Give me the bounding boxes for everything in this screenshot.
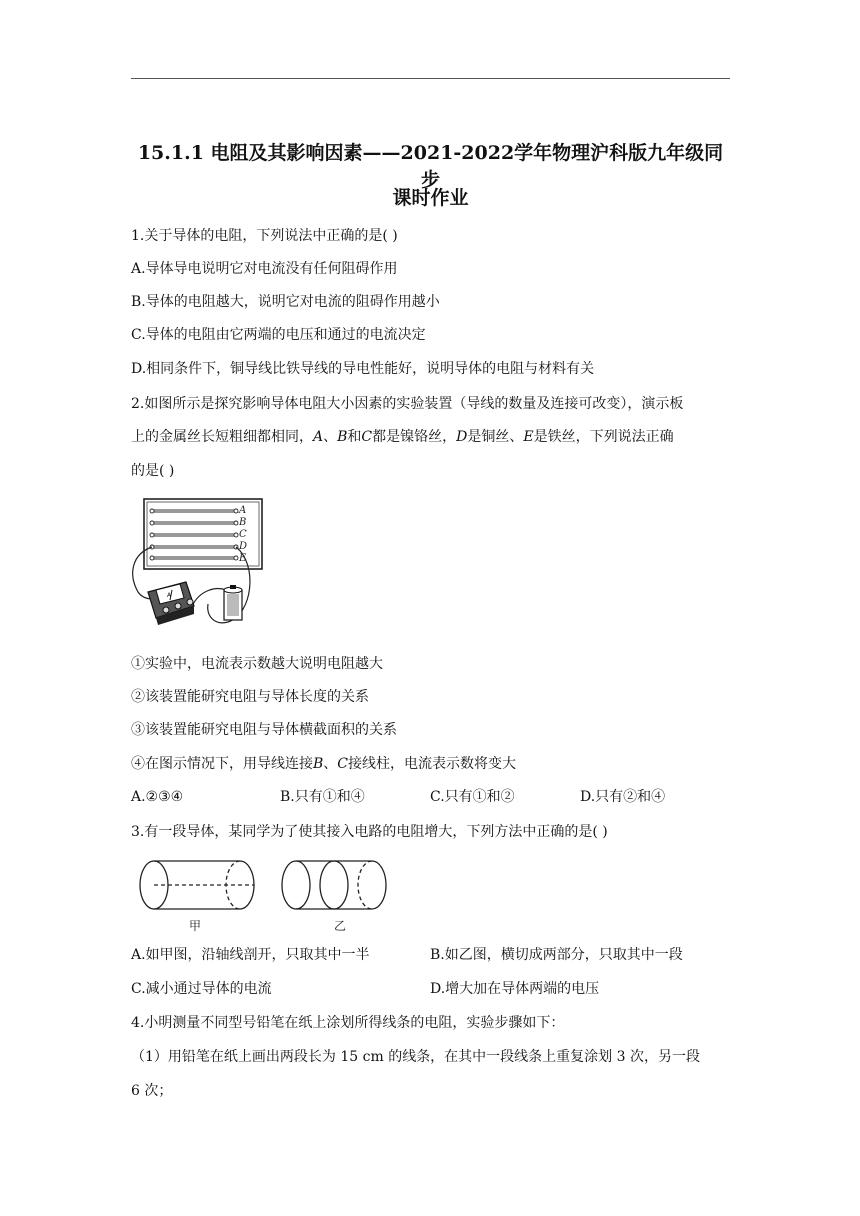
q2-statement-2: ②该装置能研究电阻与导体长度的关系 (131, 689, 369, 705)
board-label-e: E (239, 553, 247, 564)
q2-statement-3: ③该装置能研究电阻与导体横截面积的关系 (131, 722, 397, 738)
q2-statement-1: ①实验中，电流表示数越大说明电阻越大 (131, 656, 383, 672)
cylinder-jia (140, 861, 254, 909)
q2-text: ④在图示情况下，用导线连接 (131, 756, 313, 772)
q3-option-a: A.如甲图，沿轴线剖开，只取其中一半 (131, 947, 370, 963)
q2-option-b: B.只有①和④ (280, 789, 365, 805)
q2-statement-4 (131, 754, 516, 774)
q2-text: 和 (347, 429, 362, 445)
q2-text: 接线柱，电流表示数将变大 (348, 756, 517, 772)
board-label-a: A (239, 505, 247, 516)
q2-stem-line3: 的是( ) (131, 463, 175, 479)
board-label-b: B (239, 517, 247, 528)
ammeter (148, 582, 194, 625)
q4-stem: 4.小明测量不同型号铅笔在纸上涂划所得线条的电阻，实验步骤如下： (131, 1015, 565, 1031)
q3-stem: 3.有一段导体，某同学为了使其接入电路的电阻增大，下列方法中正确的是( ) (131, 824, 608, 840)
figure-label-jia: 甲 (189, 919, 202, 933)
var-b: B (313, 756, 324, 772)
q2-stem-line1: 2.如图所示是探究影响导体电阻大小因素的实验装置（导线的数量及连接可改变），演示板 (131, 396, 684, 412)
q3-option-b: B.如乙图，横切成两部分，只取其中一段 (430, 947, 683, 963)
q3-cylinder-figure (134, 855, 404, 935)
var-a: A (313, 429, 324, 445)
q1-stem: 1.关于导体的电阻，下列说法中正确的是( ) (131, 228, 398, 244)
q1-option-b: B.导体的电阻越大，说明它对电流的阻碍作用越小 (131, 294, 440, 310)
q2-apparatus-figure (128, 494, 268, 626)
var-e: E (523, 429, 534, 445)
q1-option-a: A.导体导电说明它对电流没有任何阻碍作用 (131, 261, 398, 277)
var-c: C (361, 429, 373, 445)
q2-text: 都是镍铬丝， (372, 429, 457, 445)
q2-stem-line2 (131, 427, 674, 447)
q4-step1-line2: 6 次； (131, 1083, 173, 1099)
var-d: D (456, 429, 468, 445)
q3-option-d: D.增大加在导体两端的电压 (430, 981, 600, 997)
q2-text: 、 (323, 756, 338, 772)
q2-option-a: A.②③④ (131, 789, 184, 805)
battery (224, 585, 242, 620)
var-c: C (337, 756, 349, 772)
page-title-line2: 课时作业 (392, 187, 469, 209)
q2-option-d: D.只有②和④ (580, 789, 666, 805)
figure-label-yi: 乙 (334, 919, 347, 933)
q2-text: 上的金属丝长短粗细都相同， (131, 429, 313, 445)
q2-option-c: C.只有①和② (430, 789, 515, 805)
q2-text: 是铁丝，下列说法正确 (533, 429, 674, 445)
cylinder-yi (282, 861, 386, 909)
board-label-c: C (239, 529, 247, 540)
q4-step1-line1: （1）用铅笔在纸上画出两段长为 15 cm 的线条，在其中一段线条上重复涂划 3 次，另一段 (131, 1049, 700, 1065)
ammeter-label: A (167, 592, 172, 599)
q1-option-c: C.导体的电阻由它两端的电压和通过的电流决定 (131, 327, 426, 343)
header-rule (131, 78, 730, 79)
q1-option-d: D.相同条件下，铜导线比铁导线的导电性能好，说明导体的电阻与材料有关 (131, 361, 595, 377)
page-title-line1: 15.1.1 电阻及其影响因素——2021-2022学年物理沪科版九年级同步 (137, 142, 724, 191)
q2-text: 、 (323, 429, 338, 445)
q2-text: 是铜丝、 (467, 429, 524, 445)
q3-option-c: C.减小通过导体的电流 (131, 981, 272, 997)
var-b: B (337, 429, 348, 445)
board-label-d: D (239, 541, 248, 552)
